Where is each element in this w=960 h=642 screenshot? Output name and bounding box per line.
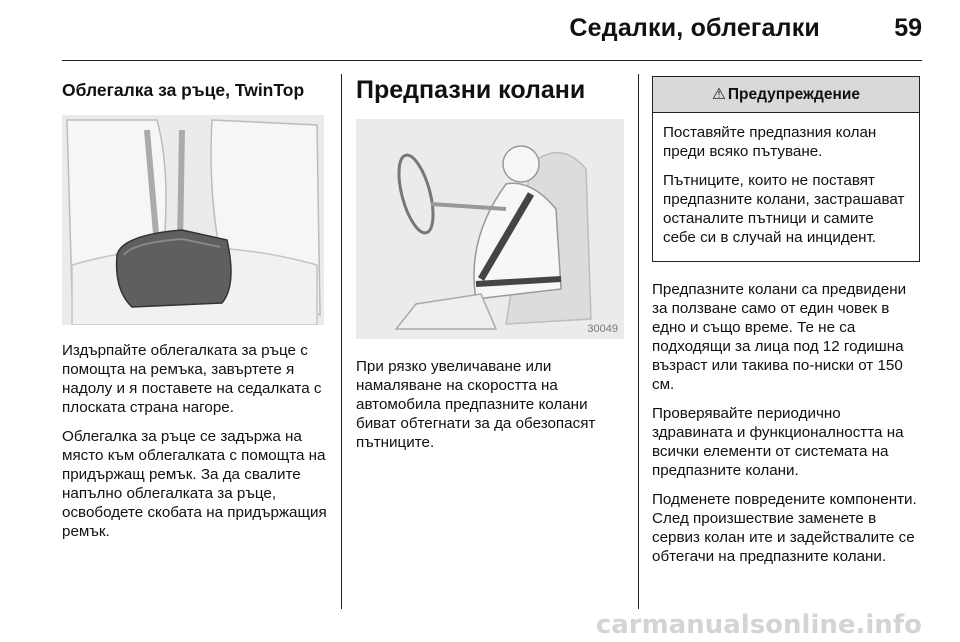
warning-title: Предупреждение bbox=[727, 86, 860, 103]
belt-info-paragraph-3: Подменете повредените компоненти. След произшествие заменете в сервиз колан ите и задействалите се обтегачи на предпазните колани. bbox=[652, 491, 917, 565]
belt-info-paragraph-1: Предпазните колани са предвидени за ползване само от един човек в едно и също време. Те не са подходящи за лица под 12 годишна възраст или такива по-ниски от 150 см. bbox=[652, 281, 907, 393]
warning-header bbox=[653, 77, 919, 113]
belt-info-paragraph-2: Проверявайте периодично здравината и функционалността на всички елементи от системата на предпазните колани. bbox=[652, 405, 904, 479]
column-divider-left bbox=[341, 74, 342, 609]
section-title-seat-belts: Предпазни колани bbox=[356, 76, 586, 104]
armrest-paragraph-1: Издърпайте облегалката за ръце с помощта на ремъка, завъртете я надолу и я поставете на седалката с плоската страна нагоре. bbox=[62, 342, 322, 416]
armrest-paragraph-2: Облегалка за ръце се задържа на място към облегалката с помощта на придържащ ремък. За да свалите напълно облегалката за ръце, освободете скобата на придържащия ремък. bbox=[62, 428, 327, 540]
page-number: 59 bbox=[894, 14, 922, 42]
seat-belt-paragraph: При рязко увеличаване или намаляване на скоростта на автомобила предпазните колани биват обтегнати за да обезопасят пътниците. bbox=[356, 358, 596, 451]
armrest-drawing bbox=[62, 115, 324, 325]
page-header-title: Седалки, облегалки bbox=[569, 14, 820, 42]
watermark: carmanualsonline.info bbox=[595, 610, 922, 640]
armrest-illustration bbox=[62, 115, 324, 325]
illustration-number: 30049 bbox=[587, 323, 618, 335]
warning-triangle-icon: ⚠ bbox=[712, 86, 726, 103]
section-title-armrest: Облегалка за ръце, TwinTop bbox=[62, 80, 305, 100]
middle-column bbox=[356, 76, 626, 462]
warning-box bbox=[652, 76, 920, 262]
right-column bbox=[652, 76, 920, 576]
warning-paragraph-1: Поставяйте предпазния колан преди всяко пътуване. bbox=[663, 124, 877, 160]
warning-body bbox=[653, 113, 919, 261]
seat-belt-illustration bbox=[356, 119, 624, 339]
header-divider bbox=[62, 60, 922, 61]
seat-belt-drawing bbox=[356, 119, 624, 339]
warning-paragraph-2: Пътниците, които не поставят предпазните колани, застрашават останалите пътници и самите себе си в случай на инцидент. bbox=[663, 172, 905, 246]
column-divider-right bbox=[638, 74, 639, 609]
left-column bbox=[62, 76, 327, 551]
